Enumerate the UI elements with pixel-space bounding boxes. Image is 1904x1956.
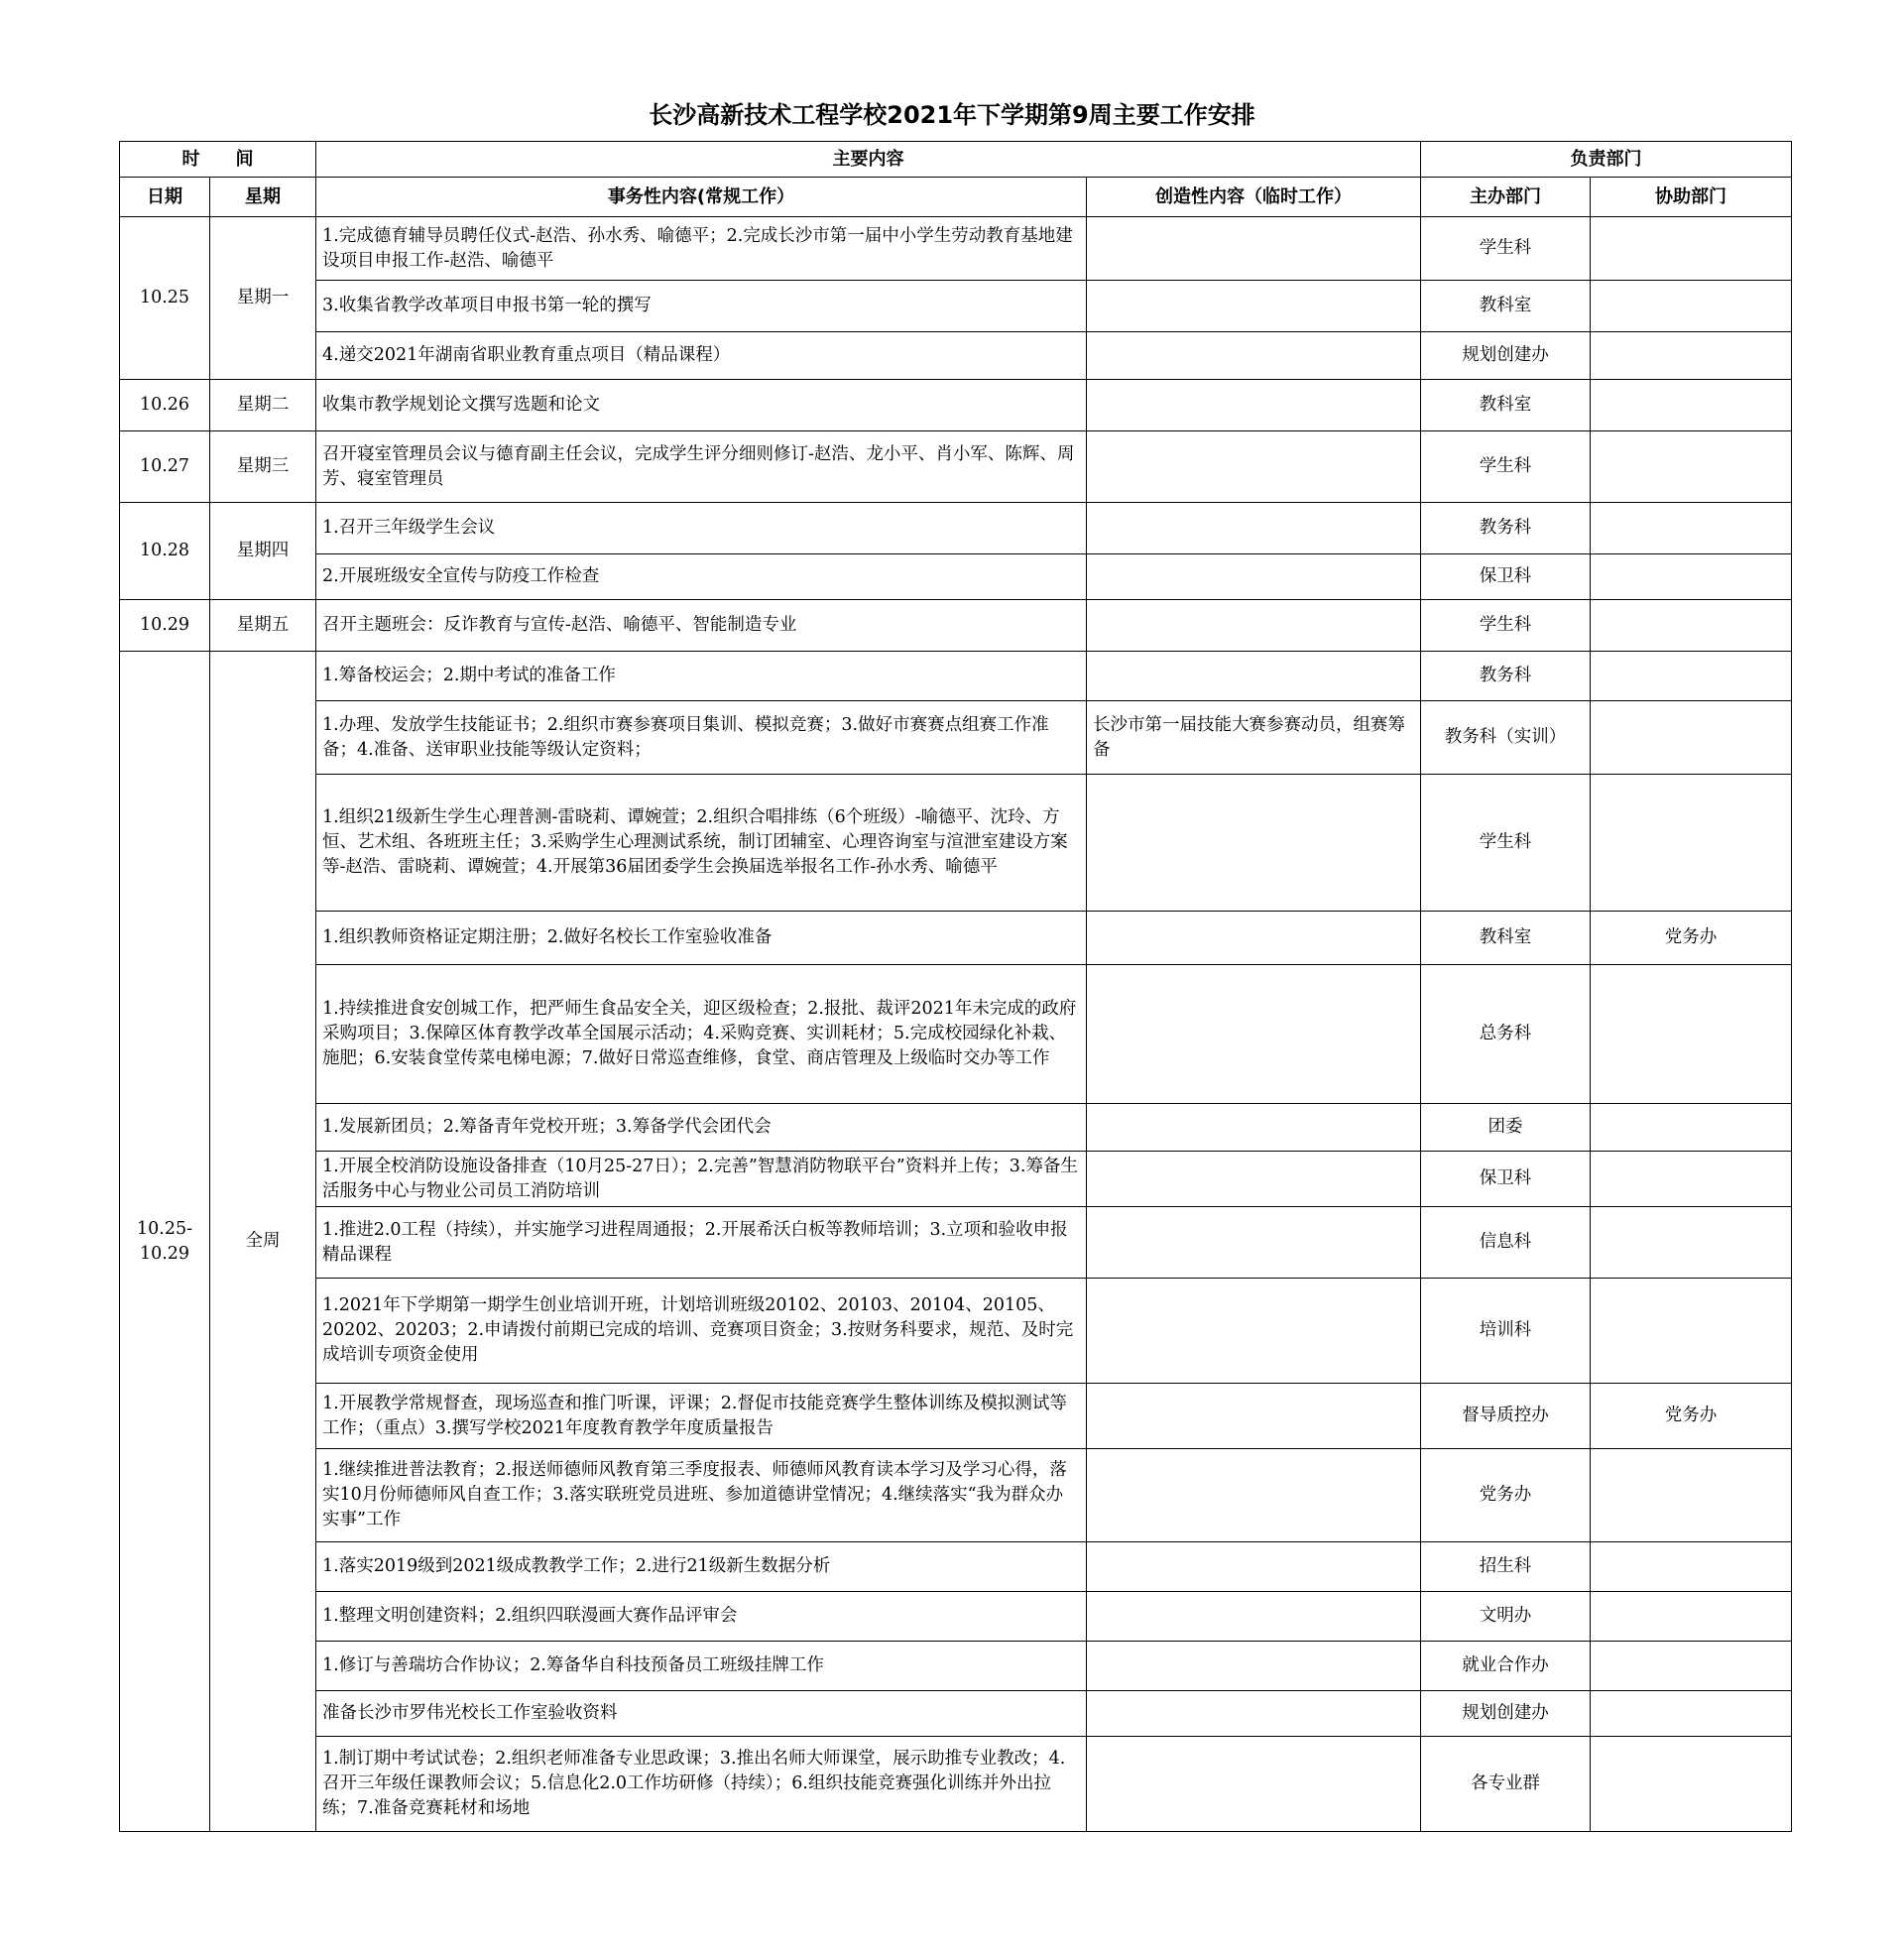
creative-cell <box>1087 281 1421 332</box>
routine-cell: 1.持续推进食安创城工作，把严师生食品安全关，迎区级检查；2.报批、裁评2021年未完成的政府采购项目；3.保障区体育教学改革全国展示活动；4.采购竞赛、实训耗材；5.完成校园绿化补栽、施肥；6.安装食堂传菜电梯电源；7.做好日常巡查维修，食堂、商店管理及上级临时交办等工作 <box>316 965 1087 1104</box>
lead-dept-cell: 教科室 <box>1421 380 1591 431</box>
routine-cell: 召开主题班会：反诈教育与宣传-赵浩、喻德平、智能制造专业 <box>316 600 1087 652</box>
creative-cell <box>1087 217 1421 281</box>
weekday-cell: 星期一 <box>210 217 316 380</box>
lead-dept-cell: 党务办 <box>1421 1449 1591 1542</box>
table-row <box>120 1279 1792 1384</box>
assist-dept-cell <box>1591 503 1792 554</box>
header-date: 日期 <box>120 178 210 217</box>
weekday-cell: 星期三 <box>210 431 316 503</box>
header-creative: 创造性内容（临时工作） <box>1087 178 1421 217</box>
creative-cell <box>1087 1384 1421 1449</box>
routine-cell: 1.召开三年级学生会议 <box>316 503 1087 554</box>
lead-dept-cell: 保卫科 <box>1421 1152 1591 1207</box>
table-row <box>120 600 1792 652</box>
creative-cell <box>1087 1279 1421 1384</box>
table-row <box>120 1642 1792 1691</box>
creative-cell: 长沙市第一届技能大赛参赛动员，组赛筹备 <box>1087 701 1421 775</box>
date-cell: 10.28 <box>120 503 210 600</box>
routine-cell: 1.发展新团员；2.筹备青年党校开班；3.筹备学代会团代会 <box>316 1104 1087 1152</box>
table-row <box>120 652 1792 701</box>
table-row <box>120 1384 1792 1449</box>
assist-dept-cell <box>1591 1691 1792 1737</box>
table-row <box>120 1691 1792 1737</box>
table-row <box>120 1104 1792 1152</box>
lead-dept-cell: 教务科 <box>1421 503 1591 554</box>
assist-dept-cell <box>1591 1592 1792 1642</box>
assist-dept-cell <box>1591 1152 1792 1207</box>
assist-dept-cell <box>1591 380 1792 431</box>
date-cell: 10.26 <box>120 380 210 431</box>
table-row <box>120 1449 1792 1542</box>
routine-cell: 1.制订期中考试试卷；2.组织老师准备专业思政课；3.推出名师大师课堂，展示助推专业教改；4.召开三年级任课教师会议；5.信息化2.0工作坊研修（持续）；6.组织技能竞赛强化训练并外出拉练；7.准备竞赛耗材和场地 <box>316 1737 1087 1832</box>
routine-cell: 准备长沙市罗伟光校长工作室验收资料 <box>316 1691 1087 1737</box>
routine-cell: 1.推进2.0工程（持续），并实施学习进程周通报；2.开展希沃白板等教师培训；3.立项和验收申报精品课程 <box>316 1207 1087 1279</box>
routine-cell: 召开寝室管理员会议与德育副主任会议，完成学生评分细则修订-赵浩、龙小平、肖小军、陈辉、周芳、寝室管理员 <box>316 431 1087 503</box>
creative-cell <box>1087 1642 1421 1691</box>
lead-dept-cell: 文明办 <box>1421 1592 1591 1642</box>
creative-cell <box>1087 1207 1421 1279</box>
lead-dept-cell: 保卫科 <box>1421 554 1591 600</box>
table-row <box>120 217 1792 281</box>
table-row <box>120 912 1792 965</box>
routine-cell: 1.完成德育辅导员聘任仪式-赵浩、孙水秀、喻德平；2.完成长沙市第一届中小学生劳动教育基地建设项目申报工作-赵浩、喻德平 <box>316 217 1087 281</box>
creative-cell <box>1087 600 1421 652</box>
creative-cell <box>1087 503 1421 554</box>
lead-dept-cell: 总务科 <box>1421 965 1591 1104</box>
header-row-2 <box>120 178 1792 217</box>
assist-dept-cell <box>1591 701 1792 775</box>
creative-cell <box>1087 1104 1421 1152</box>
weekday-cell: 星期五 <box>210 600 316 652</box>
assist-dept-cell <box>1591 965 1792 1104</box>
date-cell: 10.27 <box>120 431 210 503</box>
creative-cell <box>1087 1449 1421 1542</box>
routine-cell: 1.办理、发放学生技能证书；2.组织市赛参赛项目集训、模拟竞赛；3.做好市赛赛点组赛工作准备；4.准备、送审职业技能等级认定资料； <box>316 701 1087 775</box>
lead-dept-cell: 教务科 <box>1421 652 1591 701</box>
lead-dept-cell: 学生科 <box>1421 775 1591 912</box>
creative-cell <box>1087 431 1421 503</box>
table-row <box>120 332 1792 380</box>
table-row <box>120 281 1792 332</box>
lead-dept-cell: 招生科 <box>1421 1542 1591 1592</box>
table-row <box>120 554 1792 600</box>
creative-cell <box>1087 1152 1421 1207</box>
table-row <box>120 775 1792 912</box>
assist-dept-cell: 党务办 <box>1591 1384 1792 1449</box>
routine-cell: 1.组织教师资格证定期注册；2.做好名校长工作室验收准备 <box>316 912 1087 965</box>
table-row <box>120 503 1792 554</box>
routine-cell: 1.2021年下学期第一期学生创业培训开班，计划培训班级20102、20103、20104、20105、20202、20203；2.申请拨付前期已完成的培训、竞赛项目资金；3.按财务科要求，规范、及时完成培训专项资金使用 <box>316 1279 1087 1384</box>
assist-dept-cell <box>1591 554 1792 600</box>
creative-cell <box>1087 1737 1421 1832</box>
table-row <box>120 431 1792 503</box>
creative-cell <box>1087 912 1421 965</box>
creative-cell <box>1087 965 1421 1104</box>
routine-cell: 1.开展全校消防设施设备排查（10月25-27日）；2.完善”智慧消防物联平台”资料并上传；3.筹备生活服务中心与物业公司员工消防培训 <box>316 1152 1087 1207</box>
weekday-cell: 星期二 <box>210 380 316 431</box>
lead-dept-cell: 督导质控办 <box>1421 1384 1591 1449</box>
schedule-table <box>119 141 1792 1832</box>
assist-dept-cell <box>1591 1104 1792 1152</box>
header-lead-dept: 主办部门 <box>1421 178 1591 217</box>
table-row <box>120 701 1792 775</box>
routine-cell: 4.递交2021年湖南省职业教育重点项目（精品课程） <box>316 332 1087 380</box>
routine-cell: 1.修订与善瑞坊合作协议；2.筹备华自科技预备员工班级挂牌工作 <box>316 1642 1087 1691</box>
lead-dept-cell: 规划创建办 <box>1421 332 1591 380</box>
assist-dept-cell <box>1591 1449 1792 1542</box>
table-row <box>120 1592 1792 1642</box>
lead-dept-cell: 培训科 <box>1421 1279 1591 1384</box>
lead-dept-cell: 团委 <box>1421 1104 1591 1152</box>
assist-dept-cell: 党务办 <box>1591 912 1792 965</box>
creative-cell <box>1087 554 1421 600</box>
assist-dept-cell <box>1591 1737 1792 1832</box>
assist-dept-cell <box>1591 1207 1792 1279</box>
weekday-cell: 星期四 <box>210 503 316 600</box>
routine-cell: 3.收集省教学改革项目申报书第一轮的撰写 <box>316 281 1087 332</box>
assist-dept-cell <box>1591 600 1792 652</box>
table-row <box>120 1737 1792 1832</box>
weekday-cell: 全周 <box>210 652 316 1832</box>
routine-cell: 2.开展班级安全宣传与防疫工作检查 <box>316 554 1087 600</box>
creative-cell <box>1087 1542 1421 1592</box>
routine-cell: 1.组织21级新生学生心理普测-雷晓莉、谭婉萱；2.组织合唱排练（6个班级）-喻德平、沈玲、方恒、艺术组、各班班主任；3.采购学生心理测试系统，制订团辅室、心理咨询室与渲泄室建设方案等-赵浩、雷晓莉、谭婉萱；4.开展第36届团委学生会换届选举报名工作-孙水秀、喻德平 <box>316 775 1087 912</box>
header-main-content: 主要内容 <box>316 142 1421 178</box>
date-cell: 10.29 <box>120 600 210 652</box>
creative-cell <box>1087 332 1421 380</box>
page-title: 长沙高新技术工程学校2021年下学期第9周主要工作安排 <box>649 101 1255 129</box>
creative-cell <box>1087 380 1421 431</box>
header-weekday: 星期 <box>210 178 316 217</box>
lead-dept-cell: 各专业群 <box>1421 1737 1591 1832</box>
lead-dept-cell: 信息科 <box>1421 1207 1591 1279</box>
header-row-1 <box>120 142 1792 178</box>
creative-cell <box>1087 1691 1421 1737</box>
assist-dept-cell <box>1591 1542 1792 1592</box>
routine-cell: 收集市教学规划论文撰写选题和论文 <box>316 380 1087 431</box>
routine-cell: 1.开展教学常规督查，现场巡查和推门听课，评课；2.督促市技能竞赛学生整体训练及模拟测试等工作；（重点）3.撰写学校2021年度教育教学年度质量报告 <box>316 1384 1087 1449</box>
assist-dept-cell <box>1591 1279 1792 1384</box>
creative-cell <box>1087 775 1421 912</box>
assist-dept-cell <box>1591 775 1792 912</box>
table-row <box>120 380 1792 431</box>
assist-dept-cell <box>1591 332 1792 380</box>
creative-cell <box>1087 652 1421 701</box>
assist-dept-cell <box>1591 281 1792 332</box>
routine-cell: 1.整理文明创建资料；2.组织四联漫画大赛作品评审会 <box>316 1592 1087 1642</box>
table-row <box>120 1152 1792 1207</box>
assist-dept-cell <box>1591 652 1792 701</box>
lead-dept-cell: 规划创建办 <box>1421 1691 1591 1737</box>
assist-dept-cell <box>1591 431 1792 503</box>
table-row <box>120 1207 1792 1279</box>
header-responsible-dept: 负责部门 <box>1421 142 1792 178</box>
routine-cell: 1.落实2019级到2021级成教教学工作；2.进行21级新生数据分析 <box>316 1542 1087 1592</box>
header-time: 时 间 <box>120 142 316 178</box>
assist-dept-cell <box>1591 1642 1792 1691</box>
table-row <box>120 1542 1792 1592</box>
table-row <box>120 965 1792 1104</box>
lead-dept-cell: 学生科 <box>1421 431 1591 503</box>
lead-dept-cell: 学生科 <box>1421 217 1591 281</box>
lead-dept-cell: 就业合作办 <box>1421 1642 1591 1691</box>
creative-cell <box>1087 1592 1421 1642</box>
date-cell: 10.25- 10.29 <box>120 652 210 1832</box>
header-routine: 事务性内容(常规工作） <box>316 178 1087 217</box>
lead-dept-cell: 教科室 <box>1421 281 1591 332</box>
lead-dept-cell: 学生科 <box>1421 600 1591 652</box>
header-assist-dept: 协助部门 <box>1591 178 1792 217</box>
lead-dept-cell: 教务科（实训） <box>1421 701 1591 775</box>
lead-dept-cell: 教科室 <box>1421 912 1591 965</box>
date-cell: 10.25 <box>120 217 210 380</box>
routine-cell: 1.继续推进普法教育；2.报送师德师风教育第三季度报表、师德师风教育读本学习及学习心得，落实10月份师德师风自查工作；3.落实联班党员进班、参加道德讲堂情况；4.继续落实“我为群众办实事”工作 <box>316 1449 1087 1542</box>
routine-cell: 1.筹备校运会；2.期中考试的准备工作 <box>316 652 1087 701</box>
assist-dept-cell <box>1591 217 1792 281</box>
